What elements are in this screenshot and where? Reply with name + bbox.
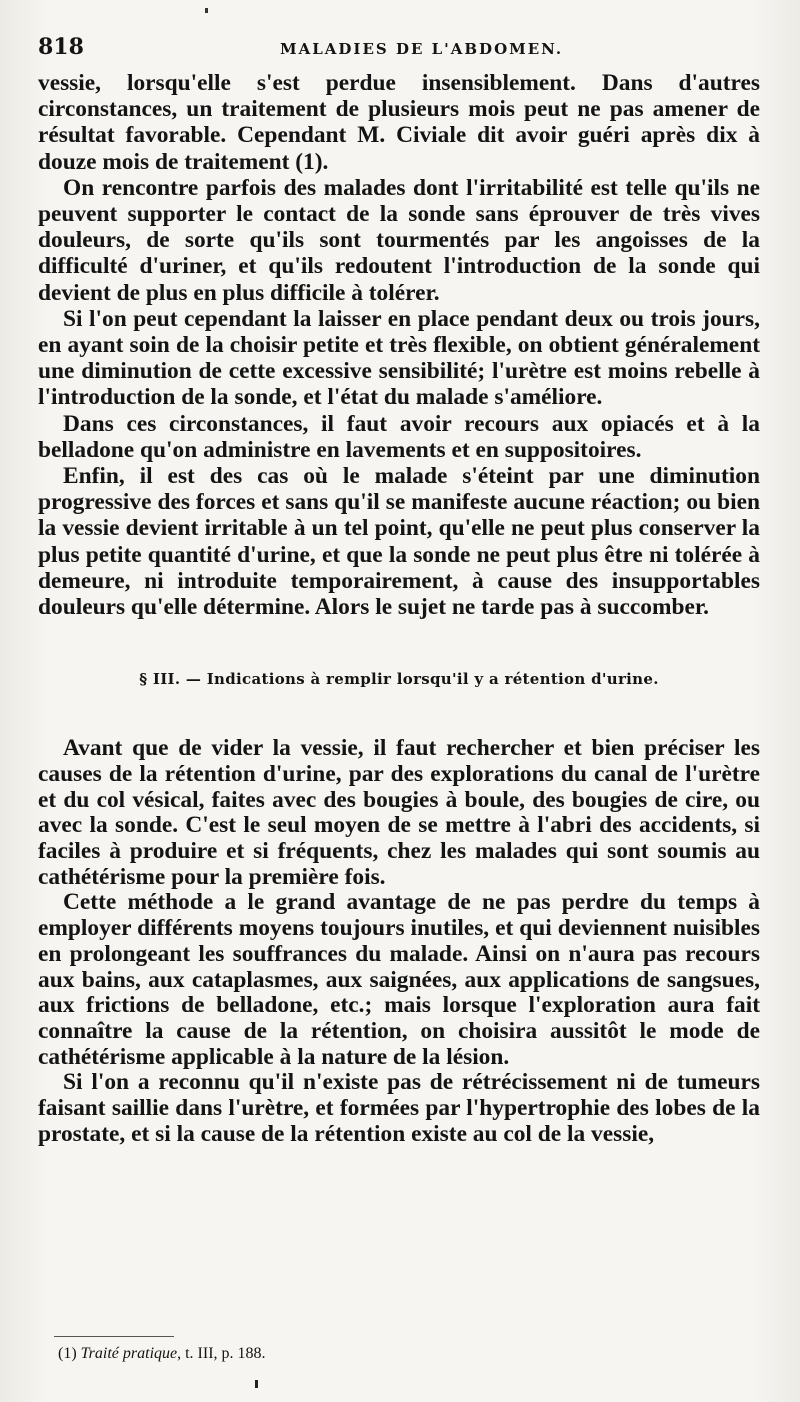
ink-speck: [255, 1380, 258, 1388]
body-text-top: [38, 70, 760, 620]
ink-speck: [205, 8, 208, 13]
paragraph: Avant que de vider la vessie, il faut rechercher et bien préciser les causes de la rétention d'urine, par des explorations du canal de l'urètre et du col vésical, faites avec des bougies à boule, des bougies de cire, ou avec la sonde. C'est le seul moyen de se mettre à l'abri des accidents, si faciles à produire et si fréquents, chez les malades qui sont soumis au cathétérisme pour la première fois.: [38, 735, 760, 890]
body-text-bottom: [38, 736, 760, 1147]
footnote-reference: , t. III, p. 188.: [177, 1345, 266, 1362]
footnote-title: Traité pratique: [80, 1345, 178, 1362]
running-title: MALADIES DE L'ABDOMEN.: [280, 40, 564, 58]
section-heading: § III. — Indications à remplir lorsqu'il y a rétention d'urine.: [139, 670, 659, 689]
running-head: [38, 34, 760, 70]
page-number: 818: [38, 34, 84, 60]
paragraph: Si l'on peut cependant la laisser en place pendant deux ou trois jours, en ayant soin de la choisir petite et très flexible, on obtient généralement une diminution de cette excessive sensibilité; l'urètre est moins rebelle à l'introduction de la sonde, et l'état du malade s'améliore.: [38, 305, 760, 411]
paragraph: vessie, lorsqu'elle s'est perdue insensiblement. Dans d'autres circonstances, un traitement de plusieurs mois peut ne pas amener de résultat favorable. Cependant M. Civiale dit avoir guéri après dix à douze mois de traitement (1).: [38, 70, 760, 175]
footnote-marker: (1): [58, 1345, 77, 1362]
paragraph: On rencontre parfois des malades dont l'irritabilité est telle qu'ils ne peuvent supporter le contact de la sonde sans éprouver de très vives douleurs, de sorte qu'ils sont tourmentés par les angoisses de la difficulté d'uriner, et qu'ils redoutent l'introduction de la sonde qui devient de plus en plus difficile à tolérer.: [38, 174, 760, 306]
paragraph: Enfin, il est des cas où le malade s'éteint par une diminution progressive des forces et sans qu'il se manifeste aucune réaction; ou bien la vessie devient irritable à un tel point, qu'elle ne peut plus conserver la plus petite quantité d'urine, et que la sonde ne peut plus être ni tolérée à demeure, ni introduite temporairement, à cause des insupportables douleurs qu'elle détermine. Alors le sujet ne tarde pas à succomber.: [38, 463, 760, 621]
footnote: [58, 1345, 266, 1363]
paragraph: Dans ces circonstances, il faut avoir recours aux opiacés et à la belladone qu'on administre en lavements et en suppositoires.: [38, 410, 760, 463]
paragraph: Si l'on a reconnu qu'il n'existe pas de rétrécissement ni de tumeurs faisant saillie dans l'urètre, et formées par l'hypertrophie des lobes de la prostate, et si la cause de la rétention existe au col de la vessie,: [38, 1069, 760, 1147]
footnote-rule: [54, 1336, 174, 1337]
paragraph: Cette méthode a le grand avantage de ne pas perdre du temps à employer différents moyens toujours inutiles, et qui deviennent nuisibles en prolongeant les souffrances du malade. Ainsi on n'aura pas recours aux bains, aux cataplasmes, aux saignées, aux applications de sangsues, aux frictions de belladone, etc.; mais lorsque l'exploration aura fait connaître la cause de la rétention, on choisira aussitôt le mode de cathétérisme applicable à la nature de la lésion.: [38, 889, 760, 1070]
